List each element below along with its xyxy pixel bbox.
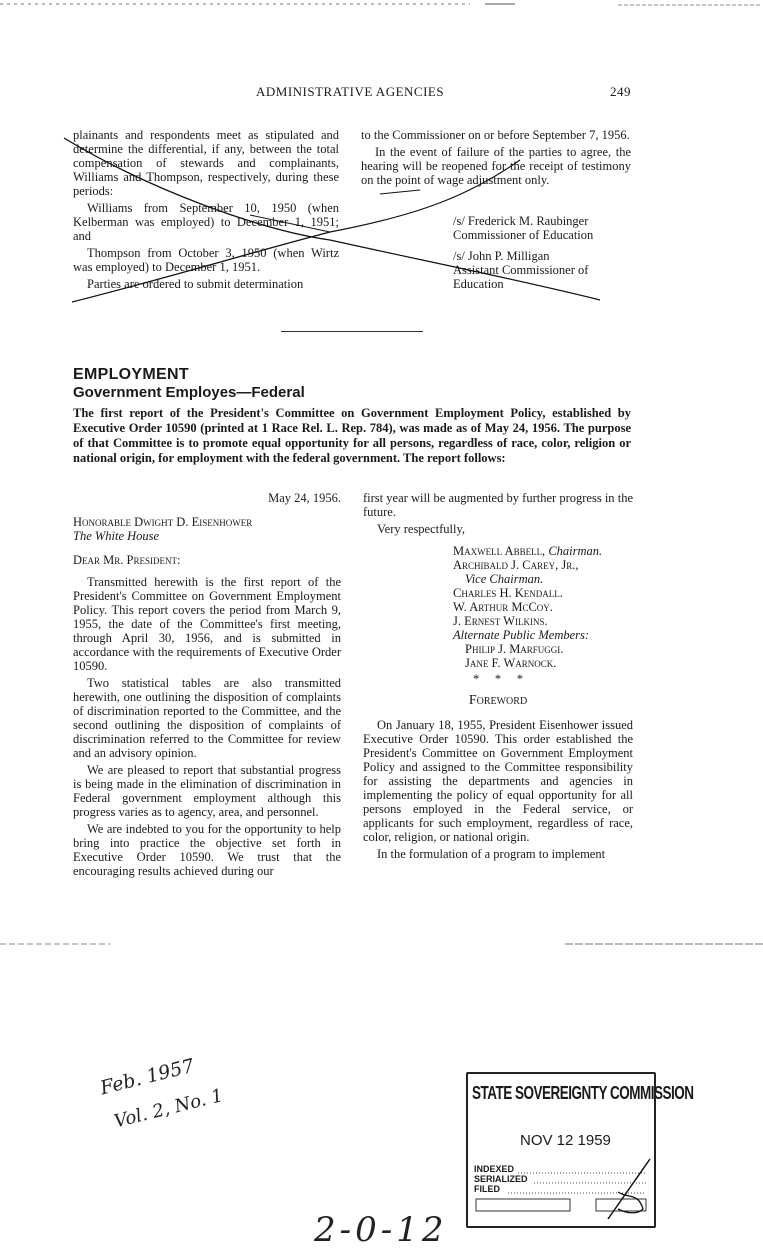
signer: Jane F. Warnock. xyxy=(465,656,557,670)
signers-list xyxy=(363,544,633,670)
intro-paragraph: The first report of the President's Committee on Government Employment Policy, established by Executive Order 10590 (printed at 1 Race Rel. L. Rep. 784), was made as of May 24, 1956. The purpose of that Committee is to promote equal opportunity for all persons, regardless of race, color, religion or national origin, for employment with the federal government. The report follows: xyxy=(73,406,631,465)
paragraph: In the formulation of a program to implement xyxy=(377,847,606,861)
stamp-field-lines xyxy=(468,1074,694,1226)
paragraph: plainants and respondents meet as stipulated and determine the differential, if any, between the total compensation of stewards and complainants, Williams and Thompson, respectively, during these periods: xyxy=(73,128,339,198)
stamp-field: INDEXED xyxy=(474,1164,515,1174)
scan-edge-artifact xyxy=(0,940,763,948)
signer: Charles H. Kendall. xyxy=(453,586,563,600)
paragraph: On January 18, 1955, President Eisenhower issued Executive Order 10590. This order established the President's Committee on Government Employment Policy and assigned to the Committee responsibility for assisting the departments and agencies in implementing the policy of equal opportunity for all persons employed in the Federal service, or applicants for such employment, regardless of race, color, religion, or national origin. xyxy=(363,718,633,844)
foreword-heading: Foreword xyxy=(468,693,528,708)
paragraph: to the Commissioner on or before September 7, 1956. xyxy=(361,128,630,142)
scan-edge-artifact xyxy=(0,0,763,14)
signer: W. Arthur McCoy. xyxy=(453,600,553,614)
cross-out-strokes xyxy=(0,120,763,320)
signature-name: /s/ John P. Milligan xyxy=(453,249,550,263)
section-title: EMPLOYMENT xyxy=(73,366,189,383)
signer: J. Ernest Wilkins. xyxy=(453,614,548,628)
signature-name: /s/ Frederick M. Raubinger xyxy=(453,214,589,228)
paragraph: Parties are ordered to submit determination xyxy=(87,277,304,291)
stamp-field: FILED xyxy=(474,1184,500,1194)
handwritten-file-code: 2-0-12 xyxy=(314,1210,448,1250)
letter-closing: Very respectfully, xyxy=(377,522,466,536)
paragraph: Williams from September 10, 1950 (when Kelberman was employed) to December 1, 1951; and xyxy=(73,201,339,243)
signer: Maxwell Abbell, Chairman. xyxy=(453,544,603,558)
section-subtitle: Government Employes—Federal xyxy=(73,384,305,401)
paragraph: We are pleased to report that substantial progress is being made in the elimination of discrimination in Federal government employment although this progress varies as to agency, area, and personnel. xyxy=(73,763,341,819)
signer: Alternate Public Members: xyxy=(453,628,590,642)
paragraph: In the event of failure of the parties to agree, the hearing will be reopened for the receipt of testimony on the point of wage adjustment only. xyxy=(361,145,631,187)
signer: Archibald J. Carey, Jr., xyxy=(453,558,579,572)
signer: Philip J. Marfuggi. xyxy=(465,642,564,656)
handwritten-date-note: Feb. 1957 xyxy=(98,1054,197,1100)
commission-stamp xyxy=(466,1072,694,1228)
handwritten-volume-note: Vol. 2, No. 1 xyxy=(112,1085,226,1133)
stamp-date: NOV 12 1959 xyxy=(520,1132,611,1149)
paragraph: Thompson from October 3, 1950 (when Wirtz was employed) to December 1, 1951. xyxy=(73,246,339,274)
letter-addressee: Honorable Dwight D. Eisenhower xyxy=(73,515,253,529)
section-stars: * * * xyxy=(473,672,523,686)
paragraph: Two statistical tables are also transmitted herewith, one outlining the disposition of complaints of discrimination reported to the Committee, and the second outlining the disposition of complaints of discrimination referred to the Committee for review and an advisory opinion. xyxy=(73,676,341,760)
stamp-title: STATE SOVEREIGNTY COMMISSION xyxy=(472,1082,694,1103)
signature-title: Commissioner of Education xyxy=(453,228,594,242)
section-divider xyxy=(281,331,423,332)
letter-addressee-place: The White House xyxy=(73,529,160,543)
paragraph: We are indebted to you for the opportunity to help bring into practice the objective set forth in Executive Order 10590. We trust that the encouraging results achieved during our xyxy=(73,822,341,878)
stamp-field: SERIALIZED xyxy=(474,1174,528,1184)
letter-salutation: Dear Mr. President: xyxy=(73,553,181,567)
paragraph: Transmitted herewith is the first report of the President's Committee on Government Employment Policy. This report covers the period from March 9, 1955, the date of the Committee's first meeting, through April 30, 1956, and is submitted in accordance with the requirements of Executive Order 10590. xyxy=(73,575,341,673)
signer: Vice Chairman. xyxy=(465,572,544,586)
letter-date: May 24, 1956. xyxy=(268,491,341,505)
letter-left-column xyxy=(73,491,341,881)
paragraph: first year will be augmented by further progress in the future. xyxy=(363,491,633,519)
running-title: ADMINISTRATIVE AGENCIES xyxy=(256,84,445,99)
letter-right-column xyxy=(363,491,633,864)
page-number: 249 xyxy=(610,84,631,99)
signature-title: Assistant Commissioner of Education xyxy=(453,263,589,291)
